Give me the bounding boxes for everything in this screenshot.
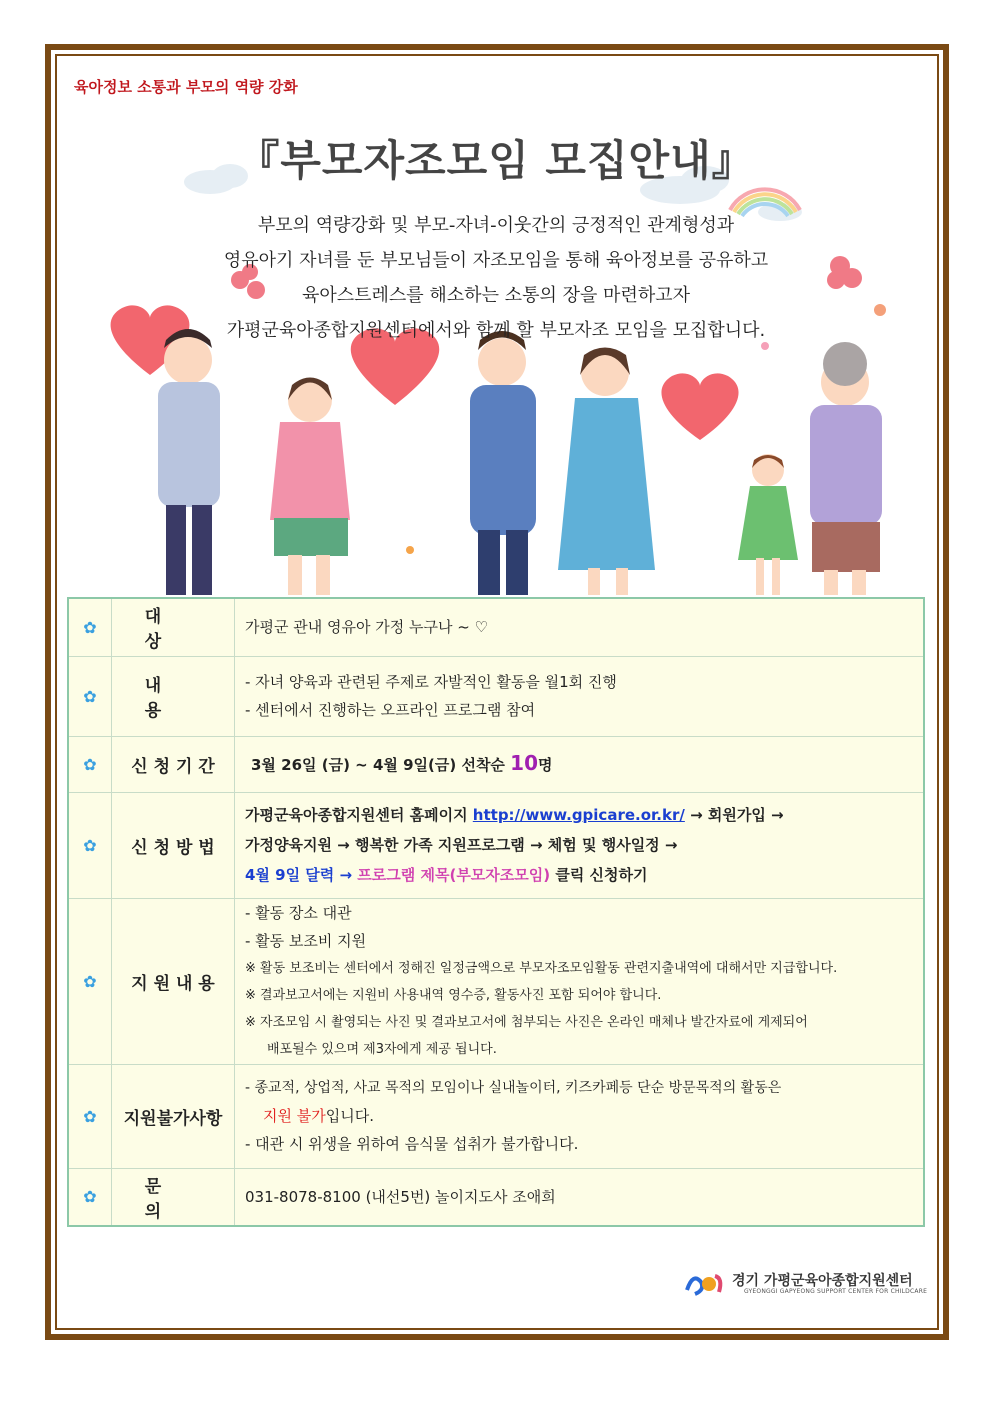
info-table xyxy=(67,597,925,1227)
grandmother-figure xyxy=(810,342,882,595)
row-label: 신 청 기 간 xyxy=(112,736,235,792)
period-value: 3월 26일 (금) ~ 4월 9일(금) 선착순 10명 xyxy=(235,736,925,792)
flower-bullet-icon: ✿ xyxy=(68,598,112,656)
contact-value: 031-8078-8100 (내선5번) 놀이지도사 조애희 xyxy=(235,1168,925,1226)
homepage-link[interactable]: http://www.gpicare.or.kr/ xyxy=(472,806,685,824)
row-target xyxy=(68,598,924,656)
recruit-count: 10 xyxy=(510,751,538,775)
intro-line: 영유아기 자녀를 둔 부모님들이 자조모임을 통해 육아정보를 공유하고 xyxy=(223,250,769,271)
row-contact xyxy=(68,1168,924,1226)
flower-bullet-icon: ✿ xyxy=(68,736,112,792)
row-content xyxy=(68,656,924,736)
footer-org-english: GYEONGGI GAPYEONG SUPPORT CENTER FOR CHILDCARE xyxy=(744,1288,928,1295)
father-figure xyxy=(158,329,220,595)
row-label: 문 의 xyxy=(112,1168,235,1226)
row-label: 지 원 내 용 xyxy=(112,898,235,1064)
support-value: - 활동 장소 대관 - 활동 보조비 지원 ※ 활동 보조비는 센터에서 정해진 일정금액으로 부모자조모임활동 관련지출내역에 대해서만 지급합니다. ※ 결과보고서에는 지원비 사용내역 영수증, 활동사진 포함 되어야 합니다. ※ 자조모임 시 촬영되는 사진 및 결과보고서에 첨부되는 사진은 온라인 매체나 발간자료에 게제되어 배포될수 있으며 제3자에게 제공 됩니다. xyxy=(235,898,925,1064)
header-subtitle: 육아정보 소통과 부모의 역량 강화 xyxy=(74,78,298,96)
intro-text xyxy=(0,208,992,348)
content-value: - 자녀 양육과 관련된 주제로 자발적인 활동을 월1회 진행 - 센터에서 진행하는 오프라인 프로그램 참여 xyxy=(235,656,925,736)
flower-bullet-icon: ✿ xyxy=(68,656,112,736)
flower-bullet-icon: ✿ xyxy=(68,898,112,1064)
excluded-value: - 종교적, 상업적, 사교 목적의 모임이나 실내놀이터, 키즈카페등 단순 방문목적의 활동은 지원 불가입니다. - 대관 시 위생을 위하여 음식물 섭취가 불가합니다. xyxy=(235,1064,925,1168)
row-period xyxy=(68,736,924,792)
mother-figure xyxy=(558,348,655,596)
flower-bullet-icon: ✿ xyxy=(68,792,112,898)
method-value: 가평군육아종합지원센터 홈페이지 http://www.gpicare.or.kr/ → 회원가입 → 가정양육지원 → 행복한 가족 지원프로그램 → 체험 및 행사일정 → 4월 9일 달력 → 프로그램 제목(부모자조모임) 클릭 신청하기 xyxy=(235,792,925,898)
row-method xyxy=(68,792,924,898)
footer-org-name: 경기 가평군육아종합지원센터 xyxy=(732,1273,913,1289)
child-figure xyxy=(738,454,798,595)
intro-line: 가평군육아종합지원센터에서와 함께 할 부모자조 모임을 모집합니다. xyxy=(226,320,766,341)
intro-line: 부모의 역량강화 및 부모-자녀-이웃간의 긍정적인 관계형성과 xyxy=(257,215,735,236)
intro-line: 육아스트레스를 해소하는 소통의 장을 마련하고자 xyxy=(301,285,691,306)
row-label: 신 청 방 법 xyxy=(112,792,235,898)
row-label: 지원불가사항 xyxy=(112,1064,235,1168)
row-excluded xyxy=(68,1064,924,1168)
father-figure xyxy=(470,331,536,595)
row-label: 대 상 xyxy=(112,598,235,656)
mother-figure xyxy=(270,378,350,596)
row-support xyxy=(68,898,924,1064)
target-value: 가평군 관내 영유아 가정 누구나 ~ ♡ xyxy=(235,598,925,656)
flower-bullet-icon: ✿ xyxy=(68,1064,112,1168)
row-label: 내 용 xyxy=(112,656,235,736)
page-title: 『부모자조모임 모집안내』 xyxy=(237,136,755,185)
flower-bullet-icon: ✿ xyxy=(68,1168,112,1226)
